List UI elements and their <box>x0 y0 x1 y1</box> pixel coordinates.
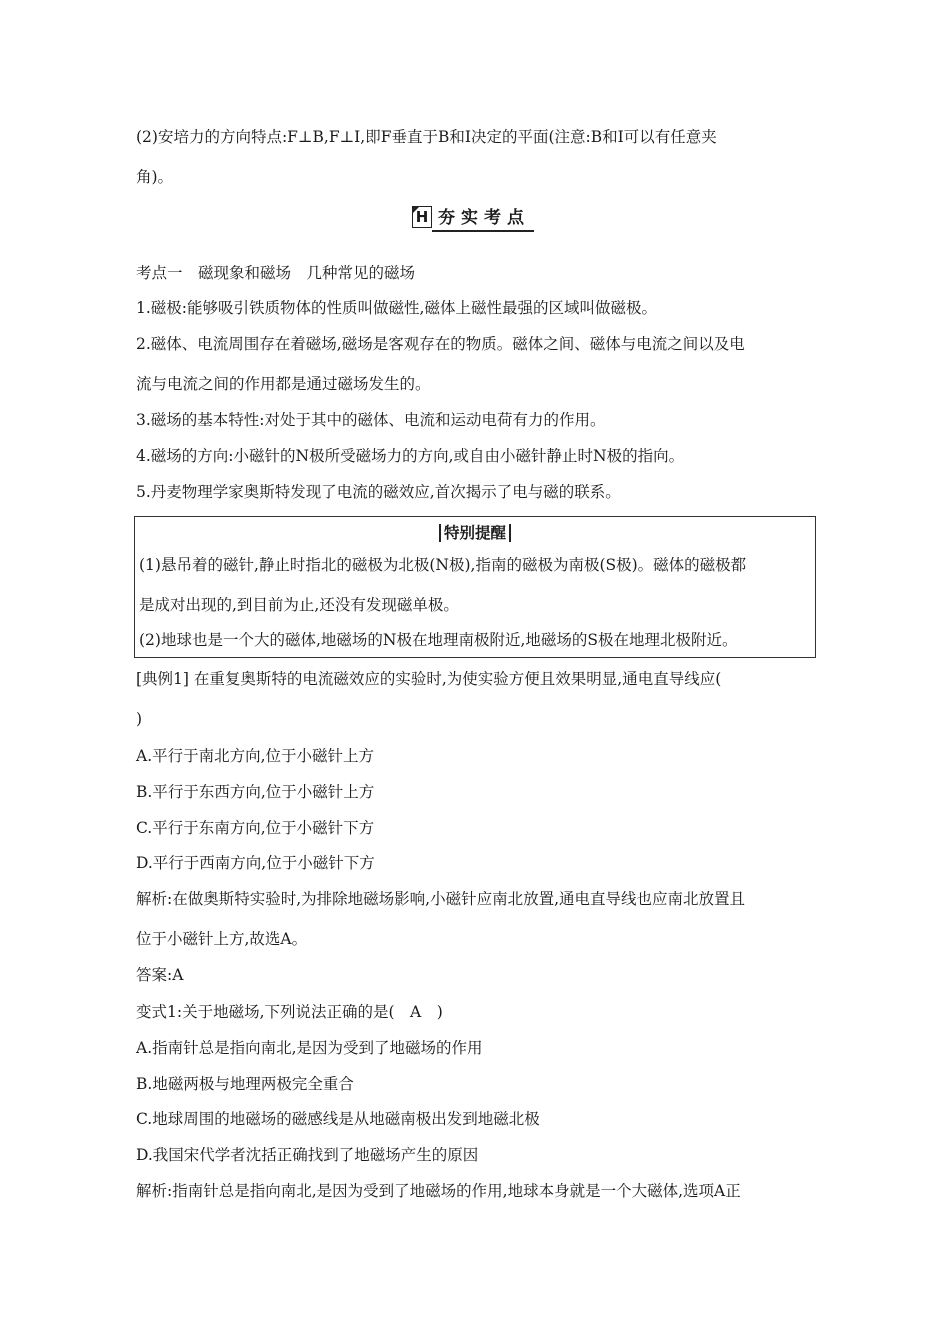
example-question-1: [典例1] 在重复奥斯特的电流磁效应的实验时,为使实验方便且效果明显,通电直导线应( <box>136 670 722 688</box>
example-question-2: ) <box>136 710 143 728</box>
intro-line-2: 角)。 <box>136 168 174 186</box>
variant-question: 变式1:关于地磁场,下列说法正确的是( A ) <box>136 1003 443 1021</box>
note-title-text: 特别提醒 <box>439 524 511 542</box>
note-title <box>135 521 815 543</box>
example-solution-2: 位于小磁针上方,故选A。 <box>136 930 308 948</box>
topic-point-1: 1.磁极:能够吸引铁质物体的性质叫做磁性,磁体上磁性最强的区域叫做磁极。 <box>136 299 657 317</box>
topic-heading: 考点一 磁现象和磁场 几种常见的磁场 <box>136 264 416 282</box>
topic-point-3: 3.磁场的基本特性:对处于其中的磁体、电流和运动电荷有力的作用。 <box>136 411 606 429</box>
topic-point-2b: 流与电流之间的作用都是通过磁场发生的。 <box>136 375 431 393</box>
topic-point-2a: 2.磁体、电流周围存在着磁场,磁场是客观存在的物质。磁体之间、磁体与电流之间以及电 <box>136 335 745 353</box>
example-option-c: C.平行于东南方向,位于小磁针下方 <box>136 819 375 837</box>
section-header <box>412 204 534 230</box>
example-option-a: A.平行于南北方向,位于小磁针上方 <box>136 747 375 765</box>
special-note-box <box>134 516 816 658</box>
variant-option-c: C.地球周围的地磁场的磁感线是从地磁南极出发到地磁北极 <box>136 1110 540 1128</box>
intro-line-1: (2)安培力的方向特点:F⊥B,F⊥I,即F垂直于B和I决定的平面(注意:B和I可以有任意夹 <box>136 128 717 146</box>
topic-point-4: 4.磁场的方向:小磁针的N极所受磁场力的方向,或自由小磁针静止时N极的指向。 <box>136 447 685 465</box>
topic-point-5: 5.丹麦物理学家奥斯特发现了电流的磁效应,首次揭示了电与磁的联系。 <box>136 483 621 501</box>
variant-solution: 解析:指南针总是指向南北,是因为受到了地磁场的作用,地球本身就是一个大磁体,选项A正 <box>136 1182 741 1200</box>
example-solution-1: 解析:在做奥斯特实验时,为排除地磁场影响,小磁针应南北放置,通电直导线也应南北放置且 <box>136 890 746 908</box>
section-title: 夯实考点 <box>432 203 534 232</box>
example-answer: 答案:A <box>136 966 184 984</box>
example-option-d: D.平行于西南方向,位于小磁针下方 <box>136 854 375 872</box>
variant-option-a: A.指南针总是指向南北,是因为受到了地磁场的作用 <box>136 1039 483 1057</box>
variant-option-d: D.我国宋代学者沈括正确找到了地磁场产生的原因 <box>136 1146 479 1164</box>
note-line-3: (2)地球也是一个大的磁体,地磁场的N极在地理南极附近,地磁场的S极在地理北极附近。 <box>139 631 738 649</box>
variant-option-b: B.地磁两极与地理两极完全重合 <box>136 1075 354 1093</box>
section-badge-icon: H <box>412 206 432 228</box>
note-line-1: (1)悬吊着的磁针,静止时指北的磁极为北极(N极),指南的磁极为南极(S极)。磁体的磁极都 <box>139 556 747 574</box>
note-line-2: 是成对出现的,到目前为止,还没有发现磁单极。 <box>139 596 459 614</box>
example-option-b: B.平行于东西方向,位于小磁针上方 <box>136 783 375 801</box>
